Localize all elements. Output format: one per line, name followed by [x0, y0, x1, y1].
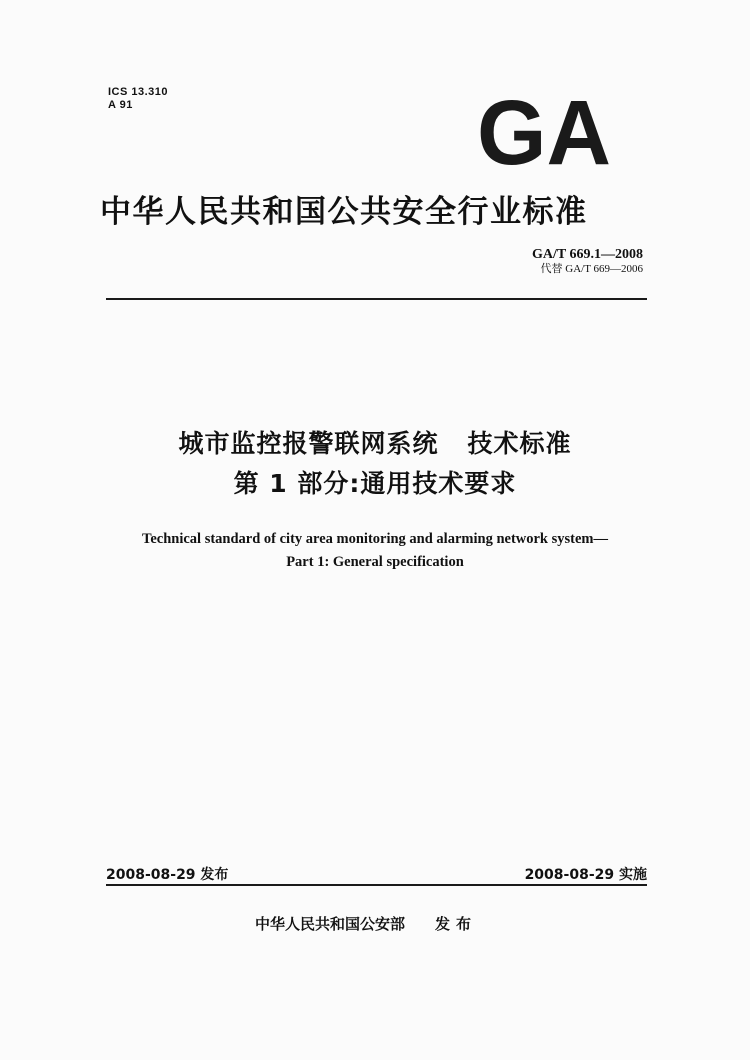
- english-title-line2: Part 1: General specification: [286, 554, 464, 570]
- replaces-standard: 代替 GA/T 669—2006: [540, 263, 643, 275]
- chinese-title-line2: 第 1 部分:通用技术要求: [233, 469, 517, 498]
- ics-code: ICS 13.310: [108, 86, 169, 98]
- bottom-divider: [106, 884, 647, 886]
- publisher-name: 中华人民共和国公安部: [255, 915, 406, 933]
- org-title: 中华人民共和国公共安全行业标准: [100, 194, 588, 230]
- chinese-title-line1: 城市监控报警联网系统 技术标准: [178, 429, 572, 458]
- standard-number-block: [532, 247, 643, 276]
- english-title-line1: Technical standard of city area monitoring and alarming network system—: [141, 531, 608, 547]
- top-divider: [106, 298, 647, 300]
- ccs-code: A 91: [108, 99, 133, 111]
- english-title: [0, 528, 750, 574]
- issue-date: 2008-08-29 发布: [106, 867, 229, 883]
- publisher-line: [255, 913, 477, 934]
- ga-logo-text: GA: [477, 98, 611, 166]
- classification-codes: [108, 86, 168, 112]
- ga-logo: [476, 98, 612, 166]
- publish-action: 发布: [435, 915, 478, 933]
- standard-number: GA/T 669.1—2008: [532, 247, 643, 262]
- implementation-date: 2008-08-29 实施: [524, 867, 647, 883]
- chinese-title: [0, 424, 750, 504]
